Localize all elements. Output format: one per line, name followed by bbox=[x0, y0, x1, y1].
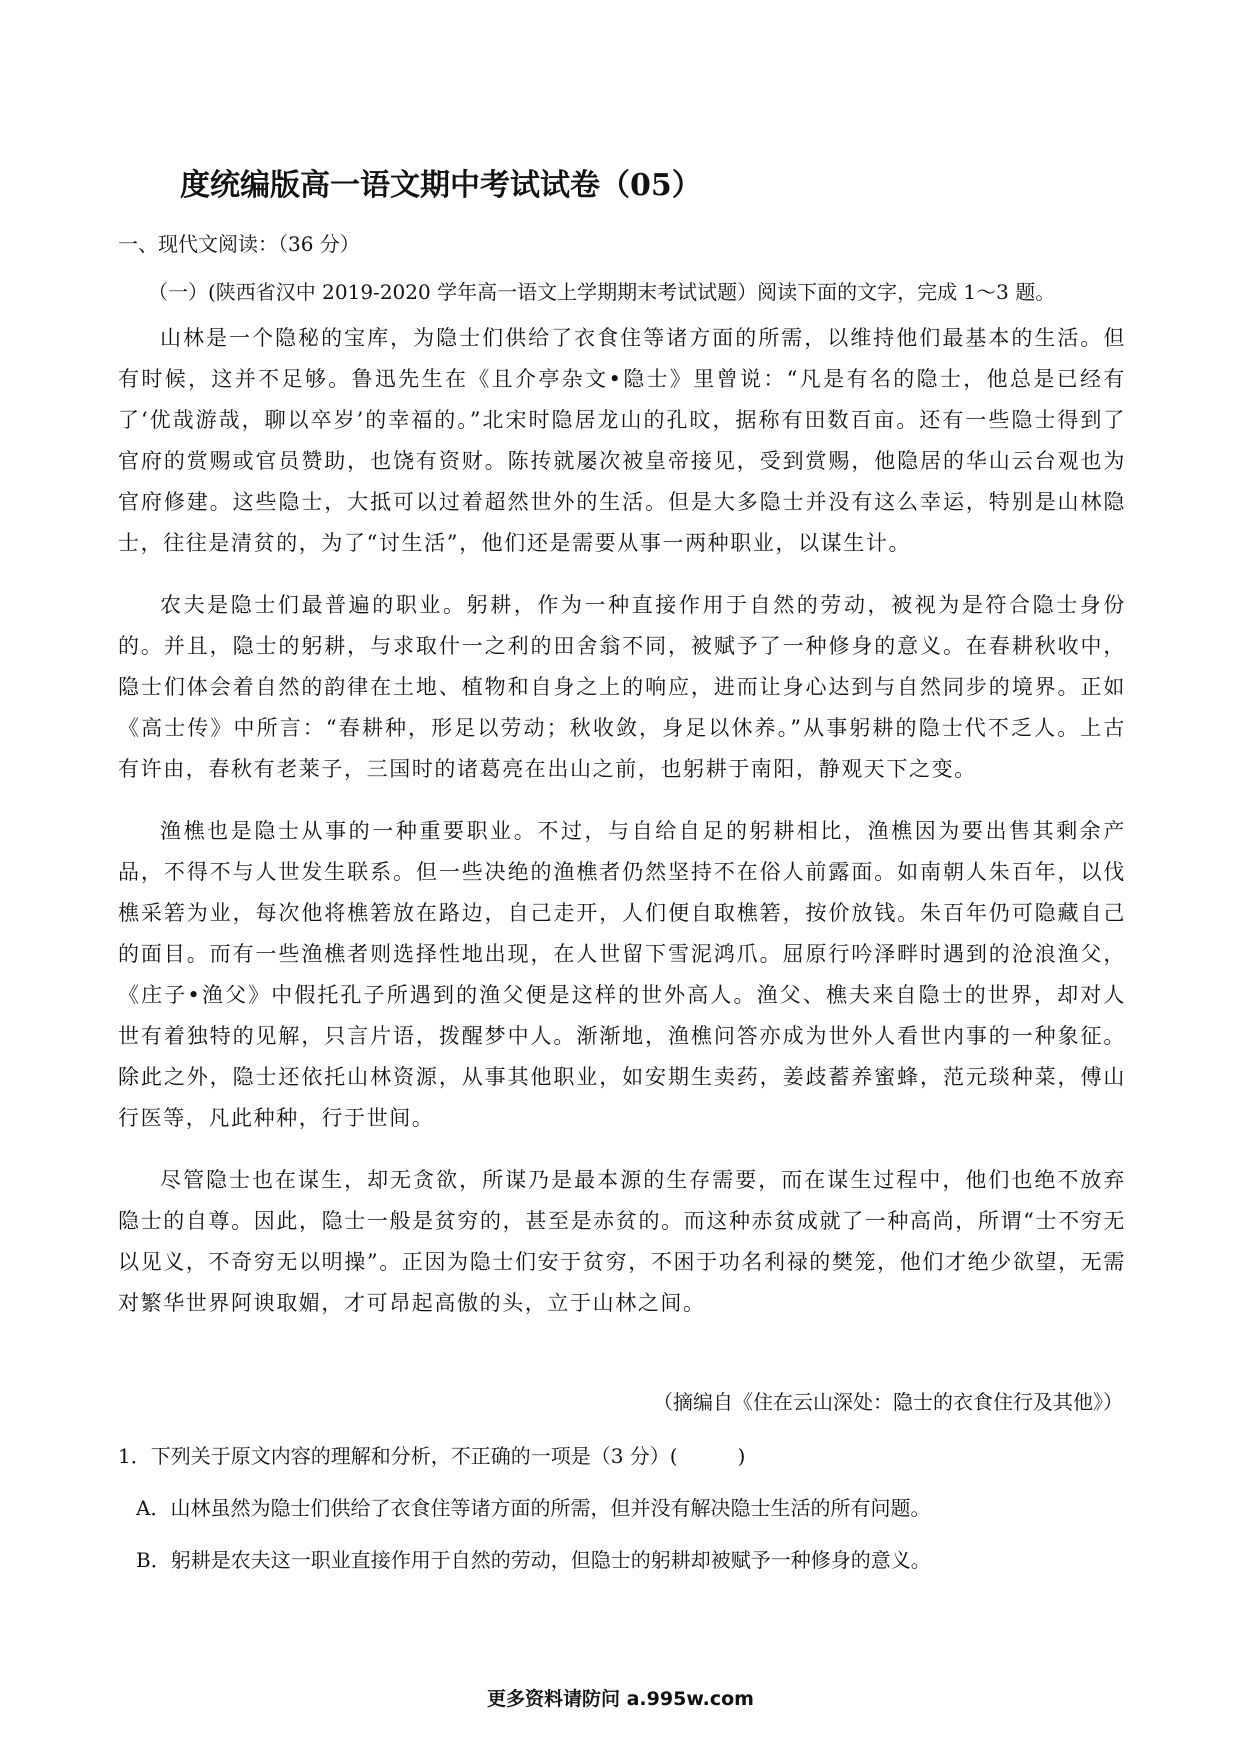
article-source: （摘编自《住在云山深处：隐士的衣食住行及其他》） bbox=[653, 1390, 1123, 1414]
reading-intro: （一）(陕西省汉中 2019-2020 学年高一语文上学期期末考试试题）阅读下面的文字，完成 1～3 题。 bbox=[148, 280, 1056, 304]
article-paragraph: 渔樵也是隐士从事的一种重要职业。不过，与自给自足的躬耕相比，渔樵因为要出售其剩余产品，不得不与人世发生联系。但一些决绝的渔樵者仍然坚持不在俗人前露面。如南朝人朱百年，以伐樵采箬为业，每次他将樵箬放在路边，自己走开，人们便自取樵箬，按价放钱。朱百年仍可隐藏自己的面目。而有一些渔樵者则选择性地出现，在人世留下雪泥鸿爪。屈原行吟泽畔时遇到的沧浪渔父，《庄子•渔父》中假托孔子所遇到的渔父便是这样的世外高人。渔父、樵夫来自隐士的世界，却对人世有着独特的见解，只言片语，拨醒梦中人。渐渐地，渔樵问答亦成为世外人看世内事的一种象征。除此之外，隐士还依托山林资源，从事其他职业，如安期生卖药，姜歧蓄养蜜蜂，范元琰种菜，傅山行医等，凡此种种，行于世间。 bbox=[118, 819, 1126, 1130]
article-paragraph: 尽管隐士也在谋生，却无贪欲，所谋乃是最本源的生存需要，而在谋生过程中，他们也绝不放弃隐士的自尊。因此，隐士一般是贫穷的，甚至是赤贫的。而这种赤贫成就了一种高尚，所谓“士不穷无以见义，不奇穷无以明操”。正因为隐士们安于贫穷，不困于功名利禄的樊笼，他们才绝少欲望，无需对繁华世界阿谀取媚，才可昂起高傲的头，立于山林之间。 bbox=[118, 1168, 1126, 1315]
footer-watermark: 更多资料请防问 a.995w.com bbox=[487, 1688, 754, 1710]
section-heading: 一、现代文阅读：（36 分） bbox=[118, 232, 360, 256]
article-paragraph: 山林是一个隐秘的宝库，为隐士们供给了衣食住等诸方面的所需，以维持他们最基本的生活。但有时候，这并不足够。鲁迅先生在《且介亭杂文•隐士》里曾说：“凡是有名的隐士，他总是已经有了‘优哉游哉，聊以卒岁’的幸福的。”北宋时隐居龙山的孔旼，据称有田数百亩。还有一些隐士得到了官府的赏赐或官员赞助，也饶有资财。陈抟就屡次被皇帝接见，受到赏赐，他隐居的华山云台观也为官府修建。这些隐士，大抵可以过着超然世外的生活。但是大多隐士并没有这么幸运，特别是山林隐士，往往是清贫的，为了“讨生活”，他们还是需要从事一两种职业，以谋生计。 bbox=[118, 326, 1126, 555]
question-1-option-b: B．躬耕是农夫这一职业直接作用于自然的劳动，但隐士的躬耕却被赋予一种修身的意义。 bbox=[136, 1548, 931, 1572]
reading-article bbox=[118, 318, 1126, 1345]
question-1-stem: 1．下列关于原文内容的理解和分析，不正确的一项是（3 分）( ) bbox=[118, 1444, 746, 1468]
article-paragraph: 农夫是隐士们最普遍的职业。躬耕，作为一种直接作用于自然的劳动，被视为是符合隐士身份的。并且，隐士的躬耕，与求取什一之利的田舍翁不同，被赋予了一种修身的意义。在春耕秋收中，隐士们体会着自然的韵律在土地、植物和自身之上的响应，进而让身心达到与自然同步的境界。正如《高士传》中所言：“春耕种，形足以劳动；秋收敛，身足以休养。”从事躬耕的隐士代不乏人。上古有许由，春秋有老莱子，三国时的诸葛亮在出山之前，也躬耕于南阳，静观天下之变。 bbox=[118, 593, 1126, 781]
question-1-option-a: A．山林虽然为隐士们供给了衣食住等诸方面的所需，但并没有解决隐士生活的所有问题。 bbox=[136, 1496, 931, 1520]
page-title: 度统编版高一语文期中考试试卷（05） bbox=[180, 168, 702, 203]
